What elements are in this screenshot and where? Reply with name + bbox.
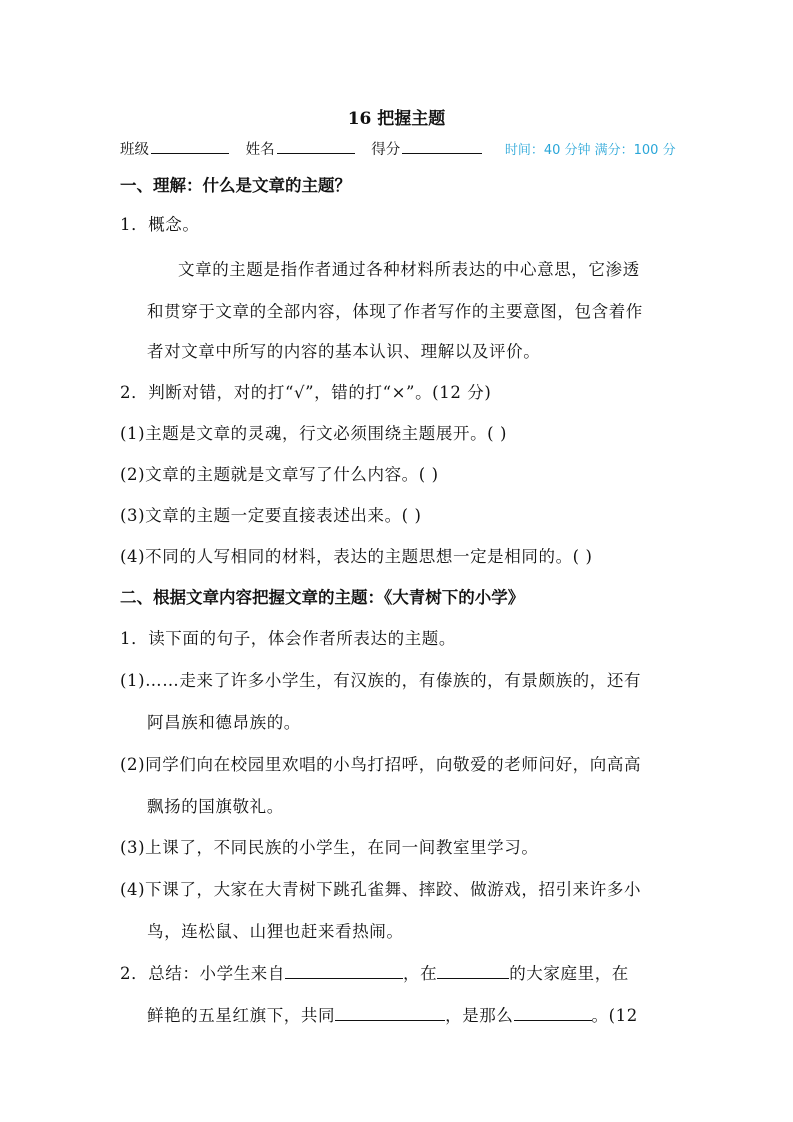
name-label: 姓名 bbox=[245, 142, 275, 158]
summary-blank-4[interactable] bbox=[514, 1004, 592, 1021]
judge-item-4[interactable]: (4)不同的人写相同的材料，表达的主题思想一定是相同的。( ) bbox=[120, 547, 593, 566]
summary-text-6: 。(12 bbox=[591, 1006, 638, 1025]
summary-blank-2[interactable] bbox=[437, 962, 509, 979]
summary-blank-3[interactable] bbox=[335, 1004, 445, 1021]
class-label: 班级 bbox=[120, 142, 149, 158]
page-title: 16 把握主题 bbox=[347, 109, 446, 129]
judge-item-1[interactable]: (1)主题是文章的灵魂，行文必须围绕主题展开。( ) bbox=[120, 424, 508, 443]
summary-blank-1[interactable] bbox=[285, 962, 403, 979]
summary-line-2 bbox=[147, 1002, 638, 1026]
section2-q1-label: 1．读下面的句子，体会作者所表达的主题。 bbox=[120, 629, 456, 648]
sentence-1-line-1: (1)……走来了许多小学生，有汉族的，有傣族的，有景颇族的，还有 bbox=[120, 671, 642, 690]
sentence-1-line-2: 阿昌族和德昂族的。 bbox=[147, 713, 301, 732]
summary-text-3: 的大家庭里，在 bbox=[509, 964, 629, 983]
sentence-4-line-2: 鸟，连松鼠、山狸也赶来看热闹。 bbox=[147, 922, 404, 941]
summary-line-1 bbox=[120, 960, 629, 984]
student-info-row bbox=[120, 138, 676, 159]
concept-text-line-3: 者对文章中所写的内容的基本认识、理解以及评价。 bbox=[147, 342, 541, 361]
judge-item-2[interactable]: (2)文章的主题就是文章写了什么内容。( ) bbox=[120, 465, 439, 484]
score-label: 得分 bbox=[371, 142, 401, 158]
concept-text-line-1: 文章的主题是指作者通过各种材料所表达的中心意思，它渗透 bbox=[178, 260, 640, 279]
summary-text-4: 鲜艳的五星红旗下，共同 bbox=[147, 1006, 336, 1025]
section1-q1-label: 1．概念。 bbox=[120, 215, 200, 234]
section1-heading: 一、理解：什么是文章的主题？ bbox=[120, 176, 351, 195]
sentence-4-line-1: (4)下课了，大家在大青树下跳孔雀舞、摔跤、做游戏，招引来许多小 bbox=[120, 880, 642, 899]
summary-text-1: 2．总结：小学生来自 bbox=[120, 964, 285, 983]
time-info: 时间：40 分钟 满分：100 分 bbox=[504, 143, 676, 158]
score-blank[interactable] bbox=[402, 139, 482, 154]
section1-q2-label: 2．判断对错，对的打“√”，错的打“×”。(12 分) bbox=[120, 383, 492, 402]
concept-text-line-2: 和贯穿于文章的全部内容，体现了作者写作的主要意图，包含着作 bbox=[147, 302, 643, 321]
name-blank[interactable] bbox=[277, 139, 355, 154]
sentence-2-line-1: (2)同学们向在校园里欢唱的小鸟打招呼，向敬爱的老师问好，向高高 bbox=[120, 755, 642, 774]
sentence-2-line-2: 飘扬的国旗敬礼。 bbox=[147, 797, 284, 816]
sentence-3: (3)上课了，不同民族的小学生，在同一间教室里学习。 bbox=[120, 838, 539, 857]
section2-heading: 二、根据文章内容把握文章的主题：《大青树下的小学》 bbox=[120, 588, 525, 607]
summary-text-5: ，是那么 bbox=[445, 1006, 514, 1025]
class-blank[interactable] bbox=[151, 139, 229, 154]
summary-text-2: ，在 bbox=[403, 964, 438, 983]
judge-item-3[interactable]: (3)文章的主题一定要直接表述出来。( ) bbox=[120, 506, 422, 525]
